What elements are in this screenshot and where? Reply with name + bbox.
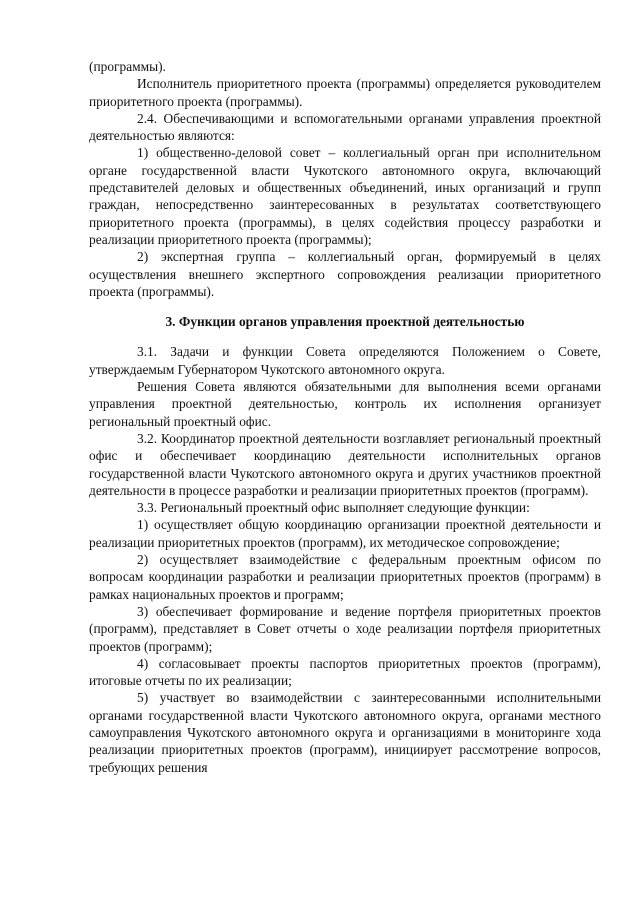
paragraph-3-3-item-4: 4) согласовывает проекты паспортов приоритетных проектов (программ), итоговые отчеты по их реализации; — [89, 655, 601, 689]
paragraph-3-3-item-1: 1) осуществляет общую координацию организации проектной деятельности и реализации приоритетных проектов (программ), их методическое сопровождение; — [89, 517, 601, 550]
document-page — [89, 58, 601, 776]
paragraph-3-1: 3.1. Задачи и функции Совета определяются Положением о Совете, утверждаемым Губернатором Чукотского автономного округа. — [89, 344, 601, 377]
paragraph-council-decisions: Решения Совета являются обязательными для выполнения всеми органами управления проектной деятельностью, контроль их исполнения организует региональный проектный офис. — [89, 379, 601, 429]
paragraph-3-2: 3.2. Координатор проектной деятельности возглавляет региональный проектный офис и обеспечивает координацию деятельности исполнительных органов государственной власти Чукотского автономного округа и других участников проектной деятельности в процессе разработки и реализации приоритетных проектов (программ). — [89, 430, 601, 498]
paragraph-3-3: 3.3. Региональный проектный офис выполняет следующие функции: — [137, 500, 530, 516]
paragraph-3-3-item-2: 2) осуществляет взаимодействие с федеральным проектным офисом по вопросам координации разработки и реализации приоритетных проектов (программ) в рамках национальных проектов и программ; — [89, 552, 601, 602]
paragraph-2-4: 2.4. Обеспечивающими и вспомогательными органами управления проектной деятельностью являются: — [89, 110, 601, 144]
paragraph-2-4-item-1: 1) общественно-деловой совет – коллегиальный орган при исполнительном органе государственной власти Чукотского автономного округа, включающий представителей деловых и общественных объединений, иных организаций и групп граждан, непосредственно заинтересованных в результатах соответствующего приоритетного проекта (программы), в целях содействия процессу разработки и реализации приоритетного проекта (программы); — [89, 145, 601, 247]
paragraph-continuation: (программы). — [89, 59, 166, 74]
section-heading: 3. Функции органов управления проектной деятельностью — [165, 314, 525, 330]
paragraph-3-3-item-5: 5) участвует во взаимодействии с заинтересованными исполнительными органами государственной власти Чукотского автономного округа, органами местного самоуправления Чукотского автономного округа и организациями в мониторинге хода реализации приоритетных проектов (программ), инициирует рассмотрение вопросов, требующих решения — [89, 690, 601, 775]
paragraph-2-4-item-2: 2) экспертная группа – коллегиальный орган, формируемый в целях осуществления внешнего экспертного сопровождения реализации приоритетного проекта (программы). — [89, 249, 601, 299]
paragraph-executor: Исполнитель приоритетного проекта (программы) определяется руководителем приоритетного проекта (программы). — [89, 76, 601, 109]
paragraph-3-3-item-3: 3) обеспечивает формирование и ведение портфеля приоритетных проектов (программ), представляет в Совет отчеты о ходе реализации портфеля приоритетных проектов (программ); — [89, 603, 601, 654]
